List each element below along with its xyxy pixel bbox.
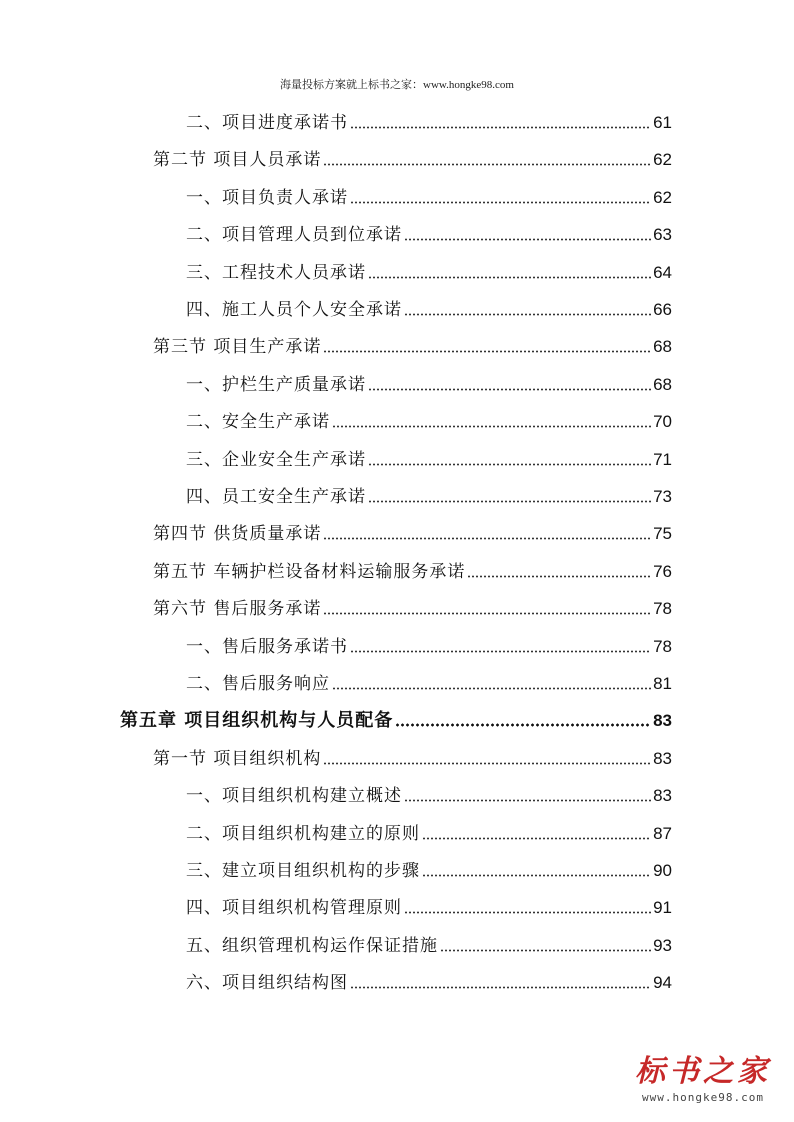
- toc-page-number: 62: [653, 187, 672, 207]
- toc-page-number: 61: [653, 113, 672, 132]
- toc-subsection-entry[interactable]: [186, 291, 672, 321]
- toc-leader-dots: [368, 276, 651, 279]
- toc-subsection-entry[interactable]: [186, 777, 672, 807]
- toc-page-number: 63: [653, 225, 672, 245]
- toc-leader-dots: [404, 238, 651, 241]
- toc-leader-dots: [404, 313, 651, 316]
- toc-entry-label: 二、项目组织机构建立的原则: [186, 823, 420, 844]
- toc-entry-label: 一、项目组织机构建立概述: [186, 786, 402, 807]
- toc-leader-dots: [368, 500, 651, 503]
- toc-page-number: 94: [653, 973, 672, 993]
- toc-page-number: 83: [653, 786, 672, 806]
- toc-subsection-entry[interactable]: [186, 927, 672, 957]
- toc-page-number: 81: [653, 674, 672, 693]
- toc-subsection-entry[interactable]: [186, 889, 672, 919]
- toc-subsection-entry[interactable]: [186, 104, 672, 134]
- toc-entry-label: 四、项目组织机构管理原则: [186, 898, 402, 919]
- toc-page-number: 73: [653, 487, 672, 506]
- toc-section-entry[interactable]: [153, 590, 672, 620]
- toc-page-number: 83: [653, 748, 672, 768]
- toc-leader-dots: [350, 201, 651, 204]
- toc-page-number: 91: [653, 898, 672, 918]
- toc-section-entry[interactable]: [153, 328, 672, 358]
- toc-subsection-entry[interactable]: [186, 403, 672, 433]
- toc-subsection-entry[interactable]: [186, 478, 672, 508]
- toc-subsection-entry[interactable]: [186, 628, 672, 658]
- toc-entry-label: 第五章 项目组织机构与人员配备: [120, 710, 394, 732]
- toc-leader-dots: [332, 687, 651, 690]
- toc-chapter-entry[interactable]: [120, 702, 672, 732]
- toc-leader-dots: [422, 874, 651, 877]
- toc-subsection-entry[interactable]: [186, 964, 672, 994]
- toc-entry-label: 六、项目组织结构图: [186, 973, 348, 994]
- toc-page-number: 75: [653, 524, 672, 544]
- toc-entry-label: 三、企业安全生产承诺: [186, 449, 366, 470]
- toc-entry-label: 第六节 售后服务承诺: [153, 599, 322, 620]
- toc-leader-dots: [467, 575, 651, 578]
- toc-entry-label: 三、建立项目组织机构的步骤: [186, 861, 420, 881]
- toc-entry-label: 一、项目负责人承诺: [186, 187, 348, 208]
- page-header: 海量投标方案就上标书之家：www.hongke98.com: [280, 79, 514, 91]
- toc-subsection-entry[interactable]: [186, 179, 672, 209]
- toc-page-number: 62: [653, 150, 672, 170]
- toc-page-number: 68: [653, 337, 672, 357]
- toc-entry-label: 四、员工安全生产承诺: [186, 487, 366, 507]
- toc-page-number: 93: [653, 935, 672, 955]
- toc-entry-label: 第一节 项目组织机构: [153, 748, 322, 769]
- toc-entry-label: 第四节 供货质量承诺: [153, 524, 322, 545]
- toc-page-number: 70: [653, 412, 672, 432]
- toc-entry-label: 一、护栏生产质量承诺: [186, 374, 366, 395]
- toc-entry-label: 一、售后服务承诺书: [186, 636, 348, 657]
- toc-subsection-entry[interactable]: [186, 852, 672, 882]
- toc-entry-label: 第二节 项目人员承诺: [153, 150, 322, 171]
- toc-leader-dots: [332, 425, 651, 428]
- toc-leader-dots: [323, 762, 651, 765]
- toc-page-number: 78: [653, 599, 672, 619]
- toc-section-entry[interactable]: [153, 553, 672, 583]
- toc-leader-dots: [422, 837, 651, 840]
- toc-subsection-entry[interactable]: [186, 216, 672, 246]
- toc-entry-label: 二、售后服务响应: [186, 674, 330, 694]
- logo-mark: 标书之家: [635, 1054, 771, 1089]
- toc-section-entry[interactable]: [153, 141, 672, 171]
- site-logo: [628, 1055, 778, 1104]
- toc-page-number: 68: [653, 374, 672, 394]
- toc-leader-dots: [323, 612, 651, 615]
- toc-subsection-entry[interactable]: [186, 815, 672, 845]
- toc-section-entry[interactable]: [153, 740, 672, 770]
- toc-page-number: 90: [653, 861, 672, 880]
- toc-subsection-entry[interactable]: [186, 441, 672, 471]
- toc-leader-dots: [368, 463, 651, 466]
- toc-leader-dots: [323, 163, 651, 166]
- toc-entry-label: 第五节 车辆护栏设备材料运输服务承诺: [153, 561, 466, 582]
- toc-subsection-entry[interactable]: [186, 665, 672, 695]
- toc-page-number: 71: [653, 449, 672, 469]
- toc-page-number: 66: [653, 300, 672, 319]
- toc-page-number: 83: [653, 711, 672, 731]
- toc-entry-label: 二、安全生产承诺: [186, 412, 330, 433]
- toc-leader-dots: [350, 986, 651, 989]
- toc-entry-label: 五、组织管理机构运作保证措施: [186, 935, 438, 956]
- logo-url: www.hongke98.com: [642, 1091, 764, 1104]
- toc-leader-dots: [440, 949, 651, 952]
- toc-subsection-entry[interactable]: [186, 254, 672, 284]
- toc-entry-label: 第三节 项目生产承诺: [153, 337, 322, 358]
- toc-leader-dots: [404, 799, 651, 802]
- toc-leader-dots: [323, 537, 651, 540]
- toc-page-number: 78: [653, 636, 672, 656]
- toc-leader-dots: [404, 911, 651, 914]
- toc-leader-dots: [350, 650, 651, 653]
- toc-entry-label: 二、项目进度承诺书: [186, 113, 348, 133]
- toc-entry-label: 二、项目管理人员到位承诺: [186, 225, 402, 246]
- toc-entry-label: 三、工程技术人员承诺: [186, 262, 366, 283]
- toc-page-number: 64: [653, 262, 672, 282]
- toc-page-number: 76: [653, 561, 672, 581]
- toc-leader-dots: [395, 723, 651, 727]
- toc-leader-dots: [323, 350, 651, 353]
- toc-leader-dots: [350, 126, 651, 129]
- toc-page-number: 87: [653, 823, 672, 843]
- toc-entry-label: 四、施工人员个人安全承诺: [186, 300, 402, 320]
- toc-leader-dots: [368, 388, 651, 391]
- toc-subsection-entry[interactable]: [186, 366, 672, 396]
- toc-section-entry[interactable]: [153, 515, 672, 545]
